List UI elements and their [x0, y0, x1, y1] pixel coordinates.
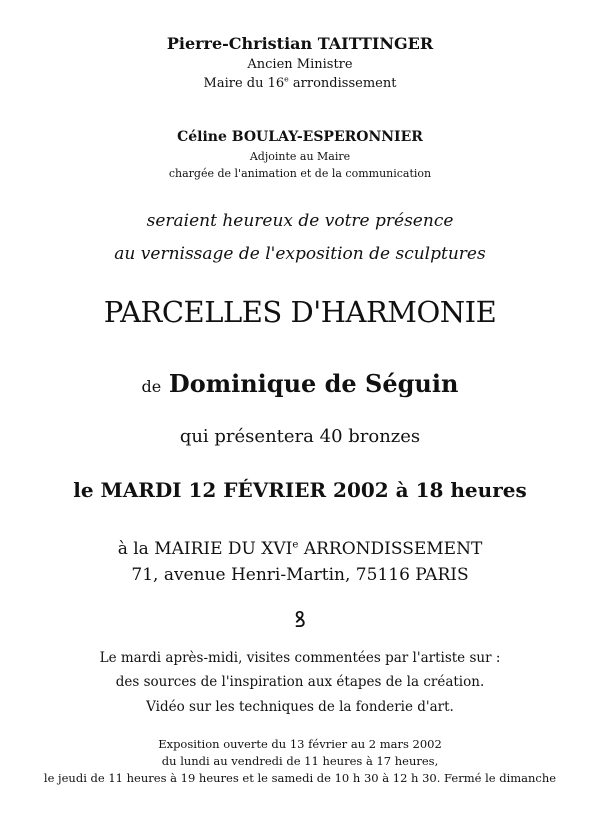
event-date: le MARDI 12 FÉVRIER 2002 à 18 heures	[73, 478, 527, 502]
host1-name: Pierre-Christian TAITTINGER	[166, 34, 434, 53]
artist-line	[0, 369, 600, 398]
ornament-icon: ꝸ	[294, 608, 306, 633]
host1-mayor: Maire du 16e arrondissement	[203, 74, 397, 91]
host2-title: Adjointe au Maire	[249, 150, 351, 163]
schedule-line2: du lundi au vendredi de 11 heures à 17 heures,	[161, 754, 439, 768]
host1-title: Ancien Ministre	[247, 57, 353, 72]
venue-address: 71, avenue Henri-Martin, 75116 PARIS	[131, 565, 469, 585]
host2-role: chargée de l'animation et de la communication	[168, 167, 432, 180]
schedule-line1: Exposition ouverte du 13 février au 2 mars 2002	[158, 737, 442, 751]
invitation-line1: seraient heureux de votre présence	[146, 211, 454, 231]
notes-line1: Le mardi après-midi, visites commentées par l'artiste sur :	[99, 650, 501, 666]
host2-name: Céline BOULAY-ESPERONNIER	[177, 129, 423, 145]
exhibition-title: PARCELLES D'HARMONIE	[103, 295, 497, 329]
works-count: qui présentera 40 bronzes	[179, 426, 421, 447]
invitation-line2: au vernissage de l'exposition de sculptures	[114, 244, 486, 264]
notes-line2: des sources de l'inspiration aux étapes de la création.	[115, 674, 485, 690]
venue-name: à la MAIRIE DU XVIe ARRONDISSEMENT	[117, 539, 483, 559]
artist-name: Dominique de Séguin	[168, 369, 459, 398]
schedule-line3: le jeudi de 11 heures à 19 heures et le samedi de 10 h 30 à 12 h 30. Fermé le dimanche	[43, 771, 557, 785]
artist-prefix: de	[141, 377, 162, 396]
notes-line3: Vidéo sur les techniques de la fonderie d'art.	[146, 699, 454, 715]
